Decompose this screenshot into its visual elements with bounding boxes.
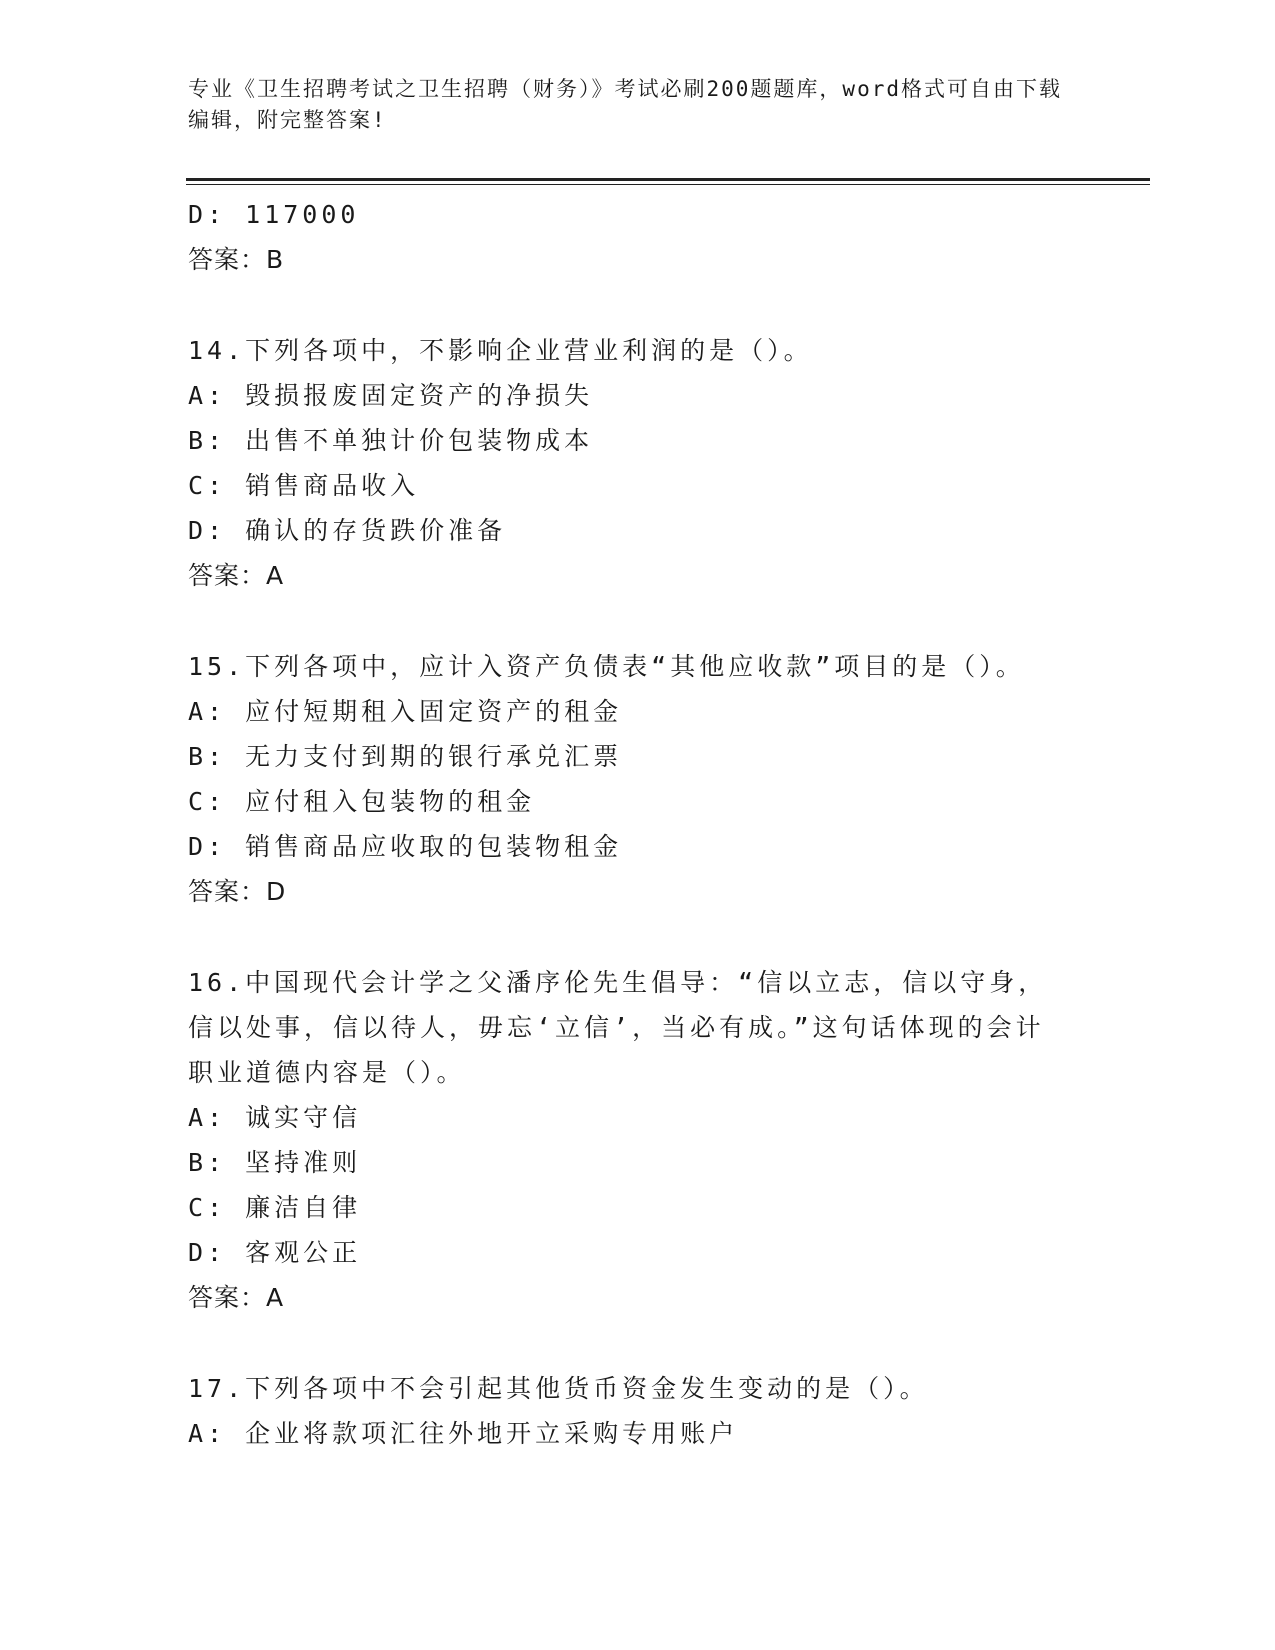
question-content xyxy=(188,192,1088,1456)
answer: 答案：D xyxy=(188,877,287,906)
header-divider-thin xyxy=(186,184,1150,185)
header-divider-thick xyxy=(186,178,1150,181)
option-a: A: 企业将款项汇往外地开立采购专用账户 xyxy=(188,1419,739,1448)
question-14 xyxy=(188,328,1088,598)
question-stem: 17.下列各项中不会引起其他货币资金发生变动的是（）。 xyxy=(188,1374,929,1403)
carryover-answer: 答案：B xyxy=(188,245,285,274)
spacer xyxy=(188,1320,1088,1366)
option-c: C: 销售商品收入 xyxy=(188,471,420,500)
option-b: B: 坚持准则 xyxy=(188,1148,362,1177)
question-16 xyxy=(188,960,1088,1320)
answer: 答案：A xyxy=(188,1283,285,1312)
answer: 答案：A xyxy=(188,561,285,590)
option-b: B: 无力支付到期的银行承兑汇票 xyxy=(188,742,623,771)
option-b: B: 出售不单独计价包装物成本 xyxy=(188,426,594,455)
question-stem: 14.下列各项中，不影响企业营业利润的是（）。 xyxy=(188,336,813,365)
option-d: D: 客观公正 xyxy=(188,1238,362,1267)
spacer xyxy=(188,914,1088,960)
option-a: A: 诚实守信 xyxy=(188,1103,362,1132)
question-stem: 15.下列各项中，应计入资产负债表“其他应收款”项目的是（）。 xyxy=(188,652,1025,681)
option-d: D: 销售商品应收取的包装物租金 xyxy=(188,832,623,861)
document-header: 专业《卫生招聘考试之卫生招聘（财务）》考试必刷200题题库，word格式可自由下载编辑，附完整答案! xyxy=(188,77,1062,132)
option-a: A: 毁损报废固定资产的净损失 xyxy=(188,381,594,410)
option-a: A: 应付短期租入固定资产的租金 xyxy=(188,697,623,726)
carryover-option-d: D: 117000 xyxy=(188,200,360,229)
spacer xyxy=(188,598,1088,644)
option-c: C: 廉洁自律 xyxy=(188,1193,362,1222)
question-17 xyxy=(188,1366,1088,1456)
option-d: D: 确认的存货跌价准备 xyxy=(188,516,507,545)
question-stem: 16.中国现代会计学之父潘序伦先生倡导：“信以立志，信以守身，信以处事，信以待人，毋忘‘立信’，当必有成。”这句话体现的会计职业道德内容是（）。 xyxy=(188,968,1048,1087)
spacer xyxy=(188,282,1088,328)
option-c: C: 应付租入包装物的租金 xyxy=(188,787,536,816)
question-15 xyxy=(188,644,1088,914)
